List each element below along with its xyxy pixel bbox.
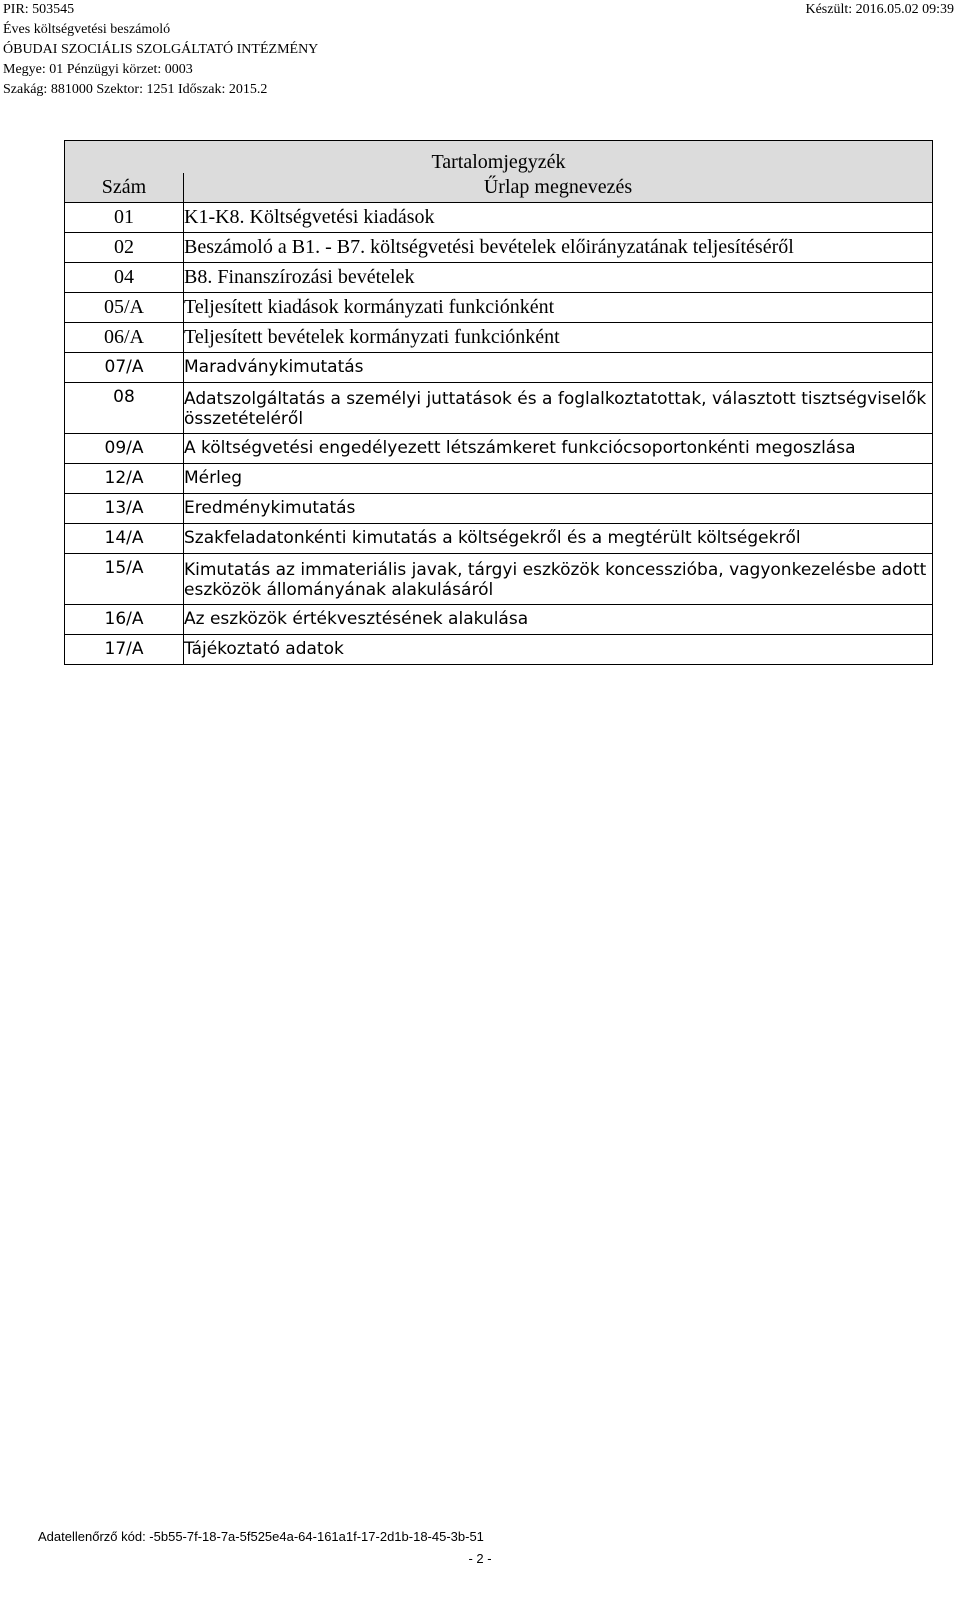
column-header-name: Űrlap megnevezés [184,173,933,203]
toc-title: Tartalomjegyzék [65,141,933,174]
table-row [65,203,933,233]
row-code: 14/A [65,524,184,554]
row-name: Maradványkimutatás [184,353,933,383]
table-row [65,263,933,293]
table-row [65,293,933,323]
row-code: 16/A [65,605,184,635]
page-number: - 2 - [468,1551,492,1566]
header-county: Megye: 01 Pénzügyi körzet: 0003 [3,62,193,77]
table-row [65,434,933,464]
row-name: Teljesített bevételek kormányzati funkciónként [184,323,933,353]
row-code: 06/A [65,323,184,353]
row-code: 07/A [65,353,184,383]
column-header-code: Szám [65,173,184,203]
row-name: Az eszközök értékvesztésének alakulása [184,605,933,635]
row-name: A költségvetési engedélyezett létszámkeret funkciócsoportonkénti megoszlása [184,434,933,464]
header-sector: Szakág: 881000 Szektor: 1251 Időszak: 2015.2 [3,82,268,97]
table-row [65,494,933,524]
row-code: 08 [65,383,184,434]
table-row [65,524,933,554]
row-name: Tájékoztató adatok [184,635,933,665]
row-code: 15/A [65,554,184,605]
row-code: 17/A [65,635,184,665]
table-row [65,383,933,434]
row-name: Szakfeladatonkénti kimutatás a költségekről és a megtérült költségekről [184,524,933,554]
header-pir: PIR: 503545 [3,2,75,17]
row-name: K1-K8. Költségvetési kiadások [184,203,933,233]
row-name: Kimutatás az immateriális javak, tárgyi eszközök koncesszióba, vagyonkezelésbe adott eszközök állományának alakulásáról [184,554,933,605]
row-name: Mérleg [184,464,933,494]
row-code: 09/A [65,434,184,464]
row-name: Eredménykimutatás [184,494,933,524]
header-report-type: Éves költségvetési beszámoló [3,22,171,37]
row-name: B8. Finanszírozási bevételek [184,263,933,293]
data-check-code: Adatellenőrző kód: -5b55-7f-18-7a-5f525e4a-64-161a1f-17-2d1b-18-45-3b-51 [38,1529,484,1544]
row-code: 05/A [65,293,184,323]
table-row [65,605,933,635]
row-code: 04 [65,263,184,293]
report-header [3,0,318,100]
row-code: 13/A [65,494,184,524]
table-row [65,635,933,665]
table-of-contents [64,140,933,665]
row-name: Teljesített kiadások kormányzati funkciónként [184,293,933,323]
header-created: Készült: 2016.05.02 09:39 [805,2,954,17]
row-code: 01 [65,203,184,233]
header-institution: ÓBUDAI SZOCIÁLIS SZOLGÁLTATÓ INTÉZMÉNY [3,42,319,57]
table-row [65,323,933,353]
table-row [65,464,933,494]
row-name: Beszámoló a B1. - B7. költségvetési bevételek előirányzatának teljesítéséről [184,233,933,263]
table-row [65,353,933,383]
table-row [65,233,933,263]
row-code: 12/A [65,464,184,494]
table-row [65,554,933,605]
row-name: Adatszolgáltatás a személyi juttatások és a foglalkoztatottak, választott tisztségviselők összetételéről [184,383,933,434]
row-code: 02 [65,233,184,263]
